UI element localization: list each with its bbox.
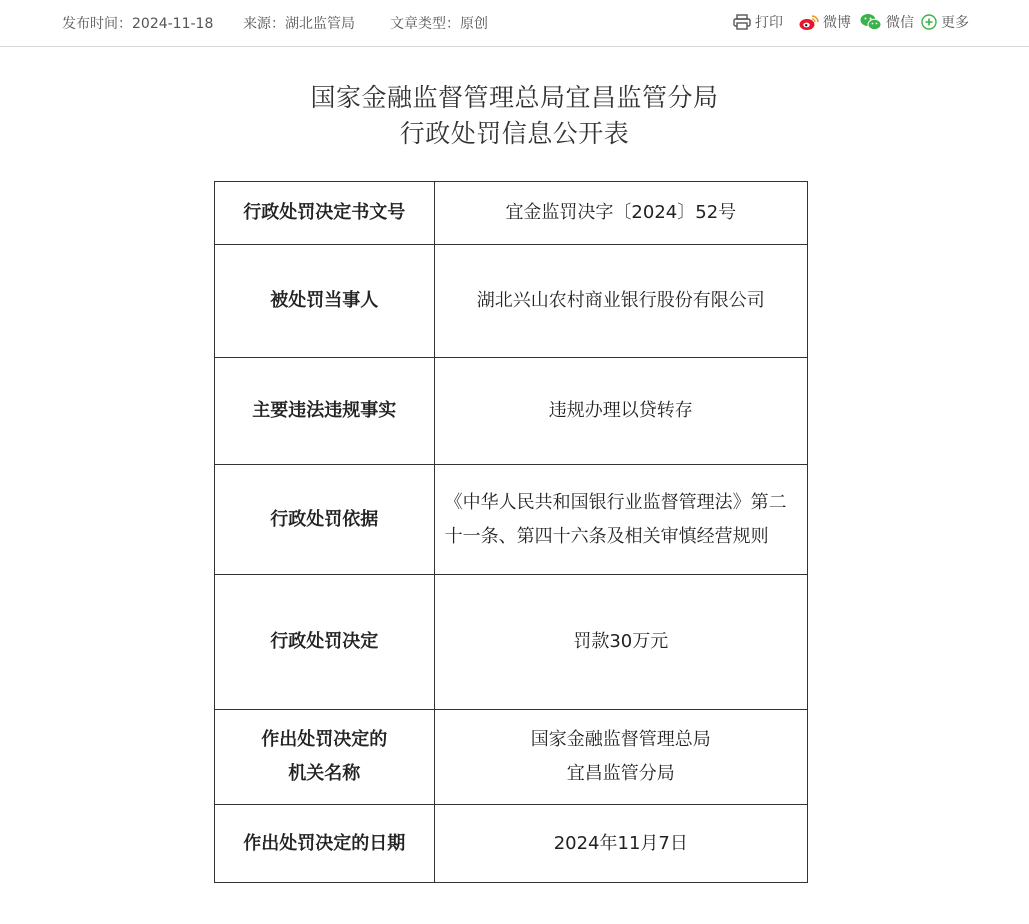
article-type: 文章类型：原创 [390, 16, 488, 32]
table-row [215, 245, 808, 358]
more-label: 更多 [941, 15, 969, 31]
printer-icon [733, 14, 751, 30]
weibo-label: 微博 [823, 15, 851, 31]
table-row [215, 358, 808, 465]
table-row [215, 465, 808, 575]
row-value-line: 国家金融监督管理总局 [530, 729, 711, 750]
row-value-line: 宜昌监管分局 [566, 763, 675, 784]
table-row [215, 805, 808, 883]
weibo-icon [799, 14, 819, 31]
row-value: 2024年11月7日 [434, 805, 807, 883]
row-value [434, 465, 807, 575]
wechat-icon [860, 13, 882, 31]
table-row [215, 182, 808, 245]
source: 来源：湖北监管局 [243, 16, 355, 32]
article-meta-bar [0, 0, 1029, 47]
print-label: 打印 [755, 15, 783, 31]
wechat-share-button[interactable] [860, 12, 914, 32]
row-value: 违规办理以贷转存 [434, 358, 807, 465]
row-value: 湖北兴山农村商业银行股份有限公司 [434, 245, 807, 358]
row-value: 宜金监罚决字〔2024〕52号 [434, 182, 807, 245]
print-button[interactable] [733, 12, 783, 32]
weibo-share-button[interactable] [799, 12, 851, 32]
wechat-label: 微信 [886, 15, 914, 31]
more-share-button[interactable] [921, 12, 969, 32]
row-value-line: 十一条、第四十六条及相关审慎经营规则 [444, 525, 769, 547]
row-label: 行政处罚决定 [215, 575, 435, 710]
row-value: 罚款30万元 [434, 575, 807, 710]
row-label-line: 作出处罚决定的 [261, 729, 388, 750]
row-label: 被处罚当事人 [215, 245, 435, 358]
table-row [215, 575, 808, 710]
page-title-line-1: 国家金融监督管理总局宜昌监管分局 [310, 83, 719, 112]
publish-time: 发布时间：2024-11-18 [62, 16, 214, 32]
row-value [434, 710, 807, 805]
table-row [215, 710, 808, 805]
plus-circle-icon [921, 14, 937, 30]
penalty-info-table [214, 181, 808, 883]
row-label: 主要违法违规事实 [215, 358, 435, 465]
row-label: 行政处罚决定书文号 [215, 182, 435, 245]
row-label [215, 710, 435, 805]
row-label-line: 机关名称 [288, 763, 361, 784]
row-label: 作出处罚决定的日期 [215, 805, 435, 883]
page-title-line-2: 行政处罚信息公开表 [399, 119, 630, 148]
row-label: 行政处罚依据 [215, 465, 435, 575]
row-value-line: 《中华人民共和国银行业监督管理法》第二 [444, 491, 787, 513]
